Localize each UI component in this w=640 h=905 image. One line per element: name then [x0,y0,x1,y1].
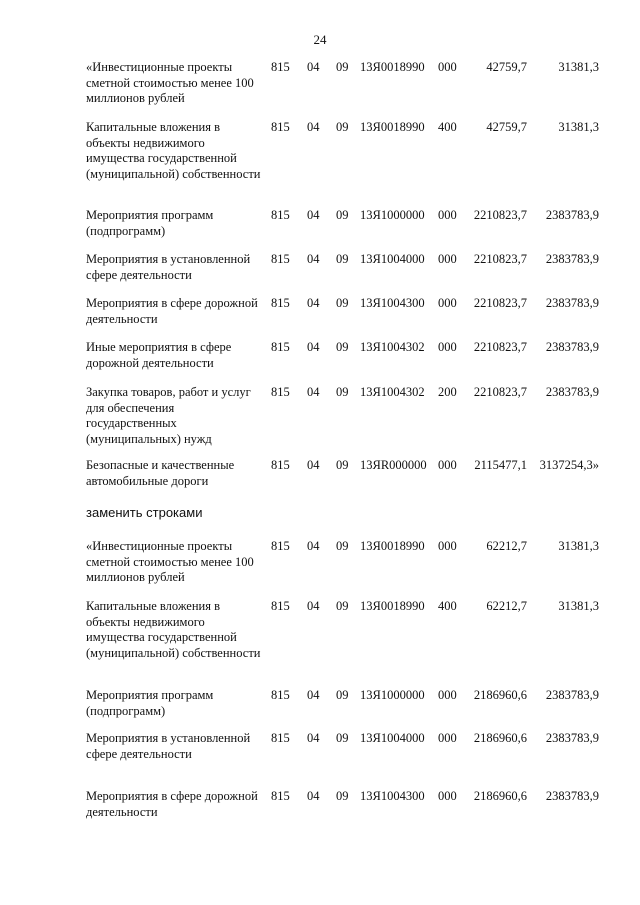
amount-year-1: 2186960,6 [473,789,527,803]
section-code: 04 [307,60,320,74]
expense-type-code: 000 [438,340,457,354]
subsection-code: 09 [336,731,349,745]
expense-type-code: 400 [438,599,457,613]
target-article-code: 13Я1000000 [360,208,425,222]
target-article-code: 13Я1000000 [360,688,425,702]
grbs-code: 815 [271,599,290,613]
amount-year-2: 31381,3 [558,120,599,134]
amount-year-2: 2383783,9 [545,340,599,354]
subsection-code: 09 [336,599,349,613]
target-article-code: 13Я1004000 [360,731,425,745]
subsection-code: 09 [336,208,349,222]
subsection-code: 09 [336,120,349,134]
section-code: 04 [307,539,320,553]
expense-type-code: 000 [438,539,457,553]
target-article-code: 13Я1004302 [360,385,425,399]
grbs-code: 815 [271,731,290,745]
subsection-code: 09 [336,458,349,472]
expense-type-code: 400 [438,120,457,134]
amount-year-1: 62212,7 [486,539,527,553]
amount-year-1: 62212,7 [486,599,527,613]
grbs-code: 815 [271,60,290,74]
target-article-code: 13ЯR000000 [360,458,427,472]
section-code: 04 [307,296,320,310]
section-code: 04 [307,599,320,613]
subsection-code: 09 [336,340,349,354]
expense-type-code: 200 [438,385,457,399]
grbs-code: 815 [271,539,290,553]
target-article-code: 13Я0018990 [360,120,425,134]
section-code: 04 [307,458,320,472]
amount-year-2: 2383783,9 [545,208,599,222]
amount-year-1: 2210823,7 [473,296,527,310]
target-article-code: 13Я1004000 [360,252,425,266]
amount-year-1: 2210823,7 [473,208,527,222]
row-name: Иные мероприятия в сфере дорожной деятельности [86,340,232,370]
amount-year-1: 2186960,6 [473,731,527,745]
grbs-code: 815 [271,252,290,266]
target-article-code: 13Я0018990 [360,60,425,74]
row-name: «Инвестиционные проекты сметной стоимостью менее 100 миллионов рублей [86,60,254,105]
subsection-code: 09 [336,539,349,553]
row-name: Мероприятия в сфере дорожной деятельности [86,789,258,819]
target-article-code: 13Я1004300 [360,296,425,310]
grbs-code: 815 [271,458,290,472]
amount-year-2: 2383783,9 [545,385,599,399]
section-code: 04 [307,789,320,803]
amount-year-1: 42759,7 [486,120,527,134]
amount-year-1: 2115477,1 [474,458,527,472]
expense-type-code: 000 [438,789,457,803]
amount-year-2: 2383783,9 [545,688,599,702]
expense-type-code: 000 [438,60,457,74]
page-number: 24 [313,32,327,47]
grbs-code: 815 [271,789,290,803]
subsection-code: 09 [336,60,349,74]
section-code: 04 [307,208,320,222]
grbs-code: 815 [271,688,290,702]
grbs-code: 815 [271,385,290,399]
amount-year-2: 3137254,3» [539,458,599,472]
row-name: Капитальные вложения в объекты недвижимого имущества государственной (муниципальной) собственности [86,120,261,181]
target-article-code: 13Я0018990 [360,539,425,553]
target-article-code: 13Я0018990 [360,599,425,613]
row-name: Мероприятия в установленной сфере деятельности [86,252,251,282]
row-name: Мероприятия в установленной сфере деятельности [86,731,251,761]
amount-year-1: 2210823,7 [473,252,527,266]
amount-year-2: 2383783,9 [545,789,599,803]
subsection-code: 09 [336,385,349,399]
expense-type-code: 000 [438,731,457,745]
grbs-code: 815 [271,296,290,310]
grbs-code: 815 [271,208,290,222]
section-code: 04 [307,340,320,354]
section-code: 04 [307,688,320,702]
amount-year-2: 2383783,9 [545,296,599,310]
section-code: 04 [307,731,320,745]
amount-year-1: 2210823,7 [473,340,527,354]
section-code: 04 [307,252,320,266]
row-name: Закупка товаров, работ и услуг для обеспечения государственных (муниципальных) нужд [86,385,251,446]
expense-type-code: 000 [438,208,457,222]
subsection-code: 09 [336,296,349,310]
row-name: Мероприятия программ (подпрограмм) [86,208,214,238]
expense-type-code: 000 [438,458,457,472]
amount-year-1: 2186960,6 [473,688,527,702]
row-name: Мероприятия программ (подпрограмм) [86,688,214,718]
subsection-code: 09 [336,688,349,702]
expense-type-code: 000 [438,688,457,702]
amount-year-1: 2210823,7 [473,385,527,399]
grbs-code: 815 [271,120,290,134]
target-article-code: 13Я1004300 [360,789,425,803]
row-name: Капитальные вложения в объекты недвижимого имущества государственной (муниципальной) собственности [86,599,261,660]
amount-year-2: 2383783,9 [545,731,599,745]
section-code: 04 [307,385,320,399]
amount-year-2: 2383783,9 [545,252,599,266]
amount-year-2: 31381,3 [558,60,599,74]
expense-type-code: 000 [438,296,457,310]
amount-year-2: 31381,3 [558,599,599,613]
subsection-code: 09 [336,789,349,803]
subsection-code: 09 [336,252,349,266]
row-name: «Инвестиционные проекты сметной стоимостью менее 100 миллионов рублей [86,539,254,584]
section-code: 04 [307,120,320,134]
row-name: Безопасные и качественные автомобильные дороги [86,458,235,488]
row-name: Мероприятия в сфере дорожной деятельности [86,296,258,326]
amount-year-1: 42759,7 [486,60,527,74]
expense-type-code: 000 [438,252,457,266]
replace-heading: заменить строками [86,505,203,520]
amount-year-2: 31381,3 [558,539,599,553]
target-article-code: 13Я1004302 [360,340,425,354]
grbs-code: 815 [271,340,290,354]
